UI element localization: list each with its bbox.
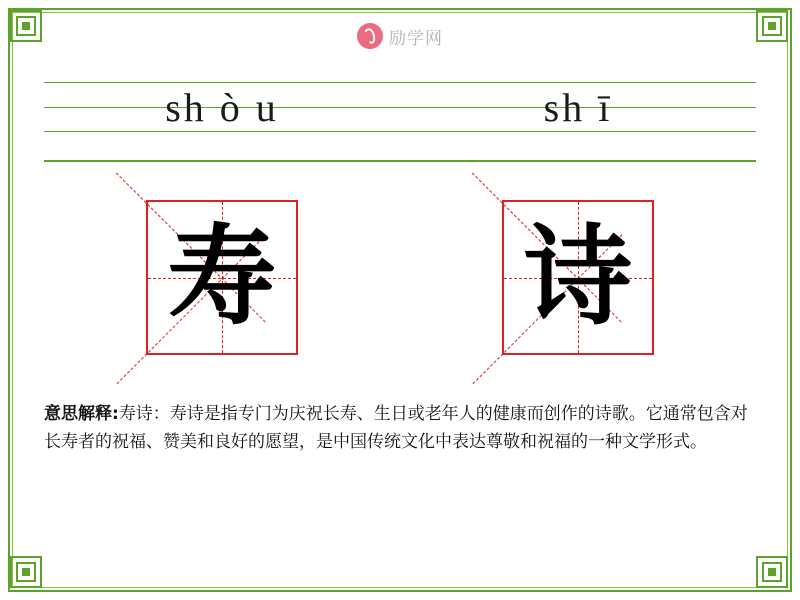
explanation-text: 寿诗：寿诗是指专门为庆祝长寿、生日或老年人的健康而创作的诗歌。它通常包含对长寿者的祝福、赞美和良好的愿望，是中国传统文化中表达尊敬和祝福的一种文学形式。 xyxy=(44,404,748,452)
flame-circle-icon xyxy=(357,23,383,49)
character-grid-row xyxy=(44,200,756,360)
tianzige-box-2 xyxy=(502,200,654,355)
character-cell-1 xyxy=(44,200,400,360)
pinyin-row xyxy=(44,82,756,134)
character-glyph-1: 寿 xyxy=(167,214,276,340)
tianzige-box-1 xyxy=(146,200,298,355)
site-logo-text: 励学网 xyxy=(389,28,443,48)
explanation-block xyxy=(44,400,756,456)
character-glyph-2: 诗 xyxy=(523,214,632,340)
corner-ornament-bottom-left xyxy=(10,556,44,590)
pinyin-cell-1 xyxy=(44,82,400,134)
staff-line-4 xyxy=(44,160,756,162)
pinyin-staff xyxy=(44,82,756,166)
corner-ornament-bottom-right xyxy=(756,556,790,590)
explanation-label: 意思解释: xyxy=(44,404,119,424)
pinyin-text-2: sh ī xyxy=(543,85,613,130)
character-cell-2 xyxy=(400,200,756,360)
pinyin-cell-2 xyxy=(400,82,756,134)
pinyin-text-1: sh ò u xyxy=(165,85,279,130)
site-logo xyxy=(0,16,800,56)
